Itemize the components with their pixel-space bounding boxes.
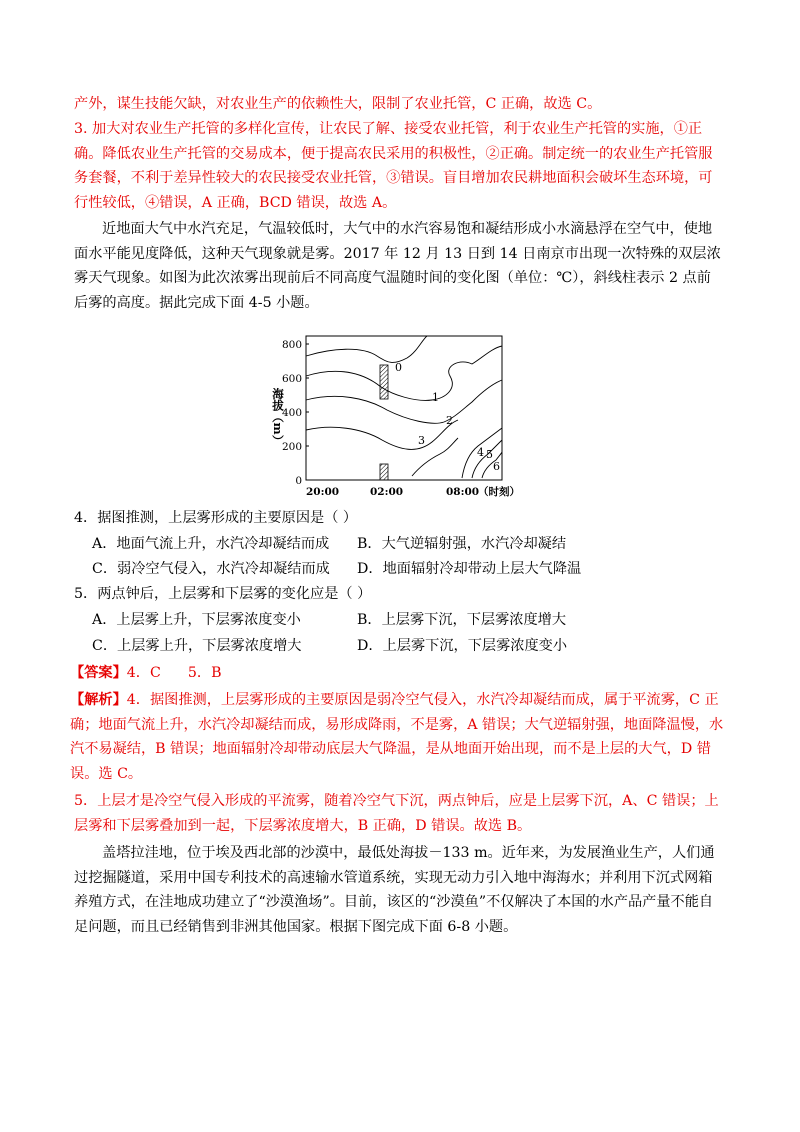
q4-option-b: B．大气逆辐射强，水汽冷却凝结 <box>357 536 567 552</box>
upper-fog-column <box>380 365 388 399</box>
answer-line <box>70 661 222 685</box>
contour-lines <box>306 336 502 478</box>
y-tick-200: 200 <box>281 441 302 453</box>
q5-option-d: D．上层雾下沉，下层雾浓度变小 <box>357 638 568 654</box>
chart-svg <box>272 328 532 500</box>
isotherm-label-4: 4 <box>477 446 484 459</box>
isotherm-label-2: 2 <box>446 414 453 427</box>
answer-values: 4．C 5．B <box>126 665 222 681</box>
question-4-stem: 4．据图推测，上层雾形成的主要原因是（ ） <box>74 510 358 526</box>
plot-frame <box>306 336 502 480</box>
q4-option-a: A．地面气流上升，水汽冷却凝结而成 <box>92 536 330 552</box>
answer-text-p1: 产外，谋生技能欠缺，对农业生产的依赖性大，限制了农业托管，C 正确，故选 C。 <box>74 96 602 112</box>
q5-option-a: A．上层雾上升，下层雾浓度变小 <box>92 612 301 628</box>
isotherm-1 <box>306 346 502 400</box>
q4-option-d: D．地面辐射冷却带动上层大气降温 <box>357 561 582 577</box>
answer-tag: 【答案】 <box>70 665 127 681</box>
analysis-tag: 【解析】 <box>70 692 127 708</box>
analysis-q5: 5．上层才是冷空气侵入形成的平流雾，随着冷空气下沉，两点钟后，应是上层雾下沉，A、C 错误；上层雾和下层雾叠加到一起，下层雾浓度增大，B 正确，D 错误。故选 B。 <box>74 793 719 834</box>
q5-option-c: C．上层雾上升，下层雾浓度增大 <box>92 638 302 654</box>
x-tick-0800: 08:00 <box>446 486 480 498</box>
passage-fog: 近地面大气中水汽充足，气温较低时，大气中的水汽容易饱和凝结形成小水滴悬浮在空气中，使地面水平能见度降低，这种天气现象就是雾。2017 年 12 月 13 日到 14 日南京市出现一次特殊的双层浓雾天气现象。如图为此次浓雾出现前后不同高度气温随时间的变化图（单位：℃），斜线柱表示 2 点前后雾的高度。据此完成下面 4-5 小题。 <box>74 221 721 311</box>
passage-desert-fishery: 盖塔拉洼地，位于埃及西北部的沙漠中，最低处海拔－133 m。近年来，为发展渔业生产，人们通过挖掘隧道，采用中国专利技术的高速输水管道系统，实现无动力引入地中海海水；并利用下沉式网箱养殖方式，在洼地成功建立了“沙漠渔场”。目前，该区的“沙漠鱼”不仅解决了本国的水产品产量不能自足问题，而且已经销售到非洲其他国家。根据下图完成下面 6-8 小题。 <box>74 845 715 935</box>
x-axis-unit: （时刻） <box>478 486 520 498</box>
isotherm-label-0: 0 <box>395 361 402 374</box>
answer-text-q3: 3. 加大对农业生产托管的多样化宣传，让农民了解、接受农业托管，利于农业生产托管的实施，①正确。降低农业生产托管的交易成本，便于提高农民采用的积极性，②正确。制定统一的农业生产托管服务套餐，不利于差异性较大的农民接受农业托管，③错误。盲目增加农民耕地面积会破坏生态环境，可行性较低，④错误，A 正确，BCD 错误，故选 A。 <box>74 121 713 211</box>
isotherm-label-5: 5 <box>486 448 493 461</box>
y-axis-label: 海拔（m） <box>272 388 285 447</box>
isotherm-2 <box>306 380 502 423</box>
isotherm-0 <box>306 336 427 362</box>
isotherm-label-3: 3 <box>418 434 425 447</box>
question-5-stem: 5．两点钟后，上层雾和下层雾的变化应是（ ） <box>74 586 372 602</box>
isotherm-label-6: 6 <box>493 460 500 473</box>
isotherm-3 <box>306 420 458 449</box>
analysis-q4-text: 4．据图推测，上层雾形成的主要原因是弱冷空气侵入，水汽冷却凝结而成，属于平流雾，C 正确；地面气流上升，水汽冷却凝结而成，易形成降雨，不是雾，A 错误；大气逆辐射强，地面降温慢，水汽不易凝结，B 错误；地面辐射冷却带动底层大气降温，是从地面开始出现，而不是上层的大气，D 错误。选 C。 <box>70 692 724 782</box>
fog-temperature-chart <box>272 328 532 504</box>
x-tick-0200: 02:00 <box>370 486 404 498</box>
y-tick-0: 0 <box>295 475 302 487</box>
y-tick-600: 600 <box>281 373 302 385</box>
y-tick-400: 400 <box>281 407 302 419</box>
contour-labels <box>395 361 500 473</box>
x-tick-labels <box>306 485 520 498</box>
lower-fog-column <box>380 464 388 480</box>
q4-option-c: C．弱冷空气侵入，水汽冷却凝结而成 <box>92 561 330 577</box>
analysis-q4 <box>70 688 724 786</box>
y-tick-800: 800 <box>281 339 302 351</box>
x-tick-2000: 20:00 <box>306 486 340 498</box>
isotherm-label-1: 1 <box>432 391 439 404</box>
q5-option-b: B．上层雾下沉，下层雾浓度增大 <box>357 612 567 628</box>
